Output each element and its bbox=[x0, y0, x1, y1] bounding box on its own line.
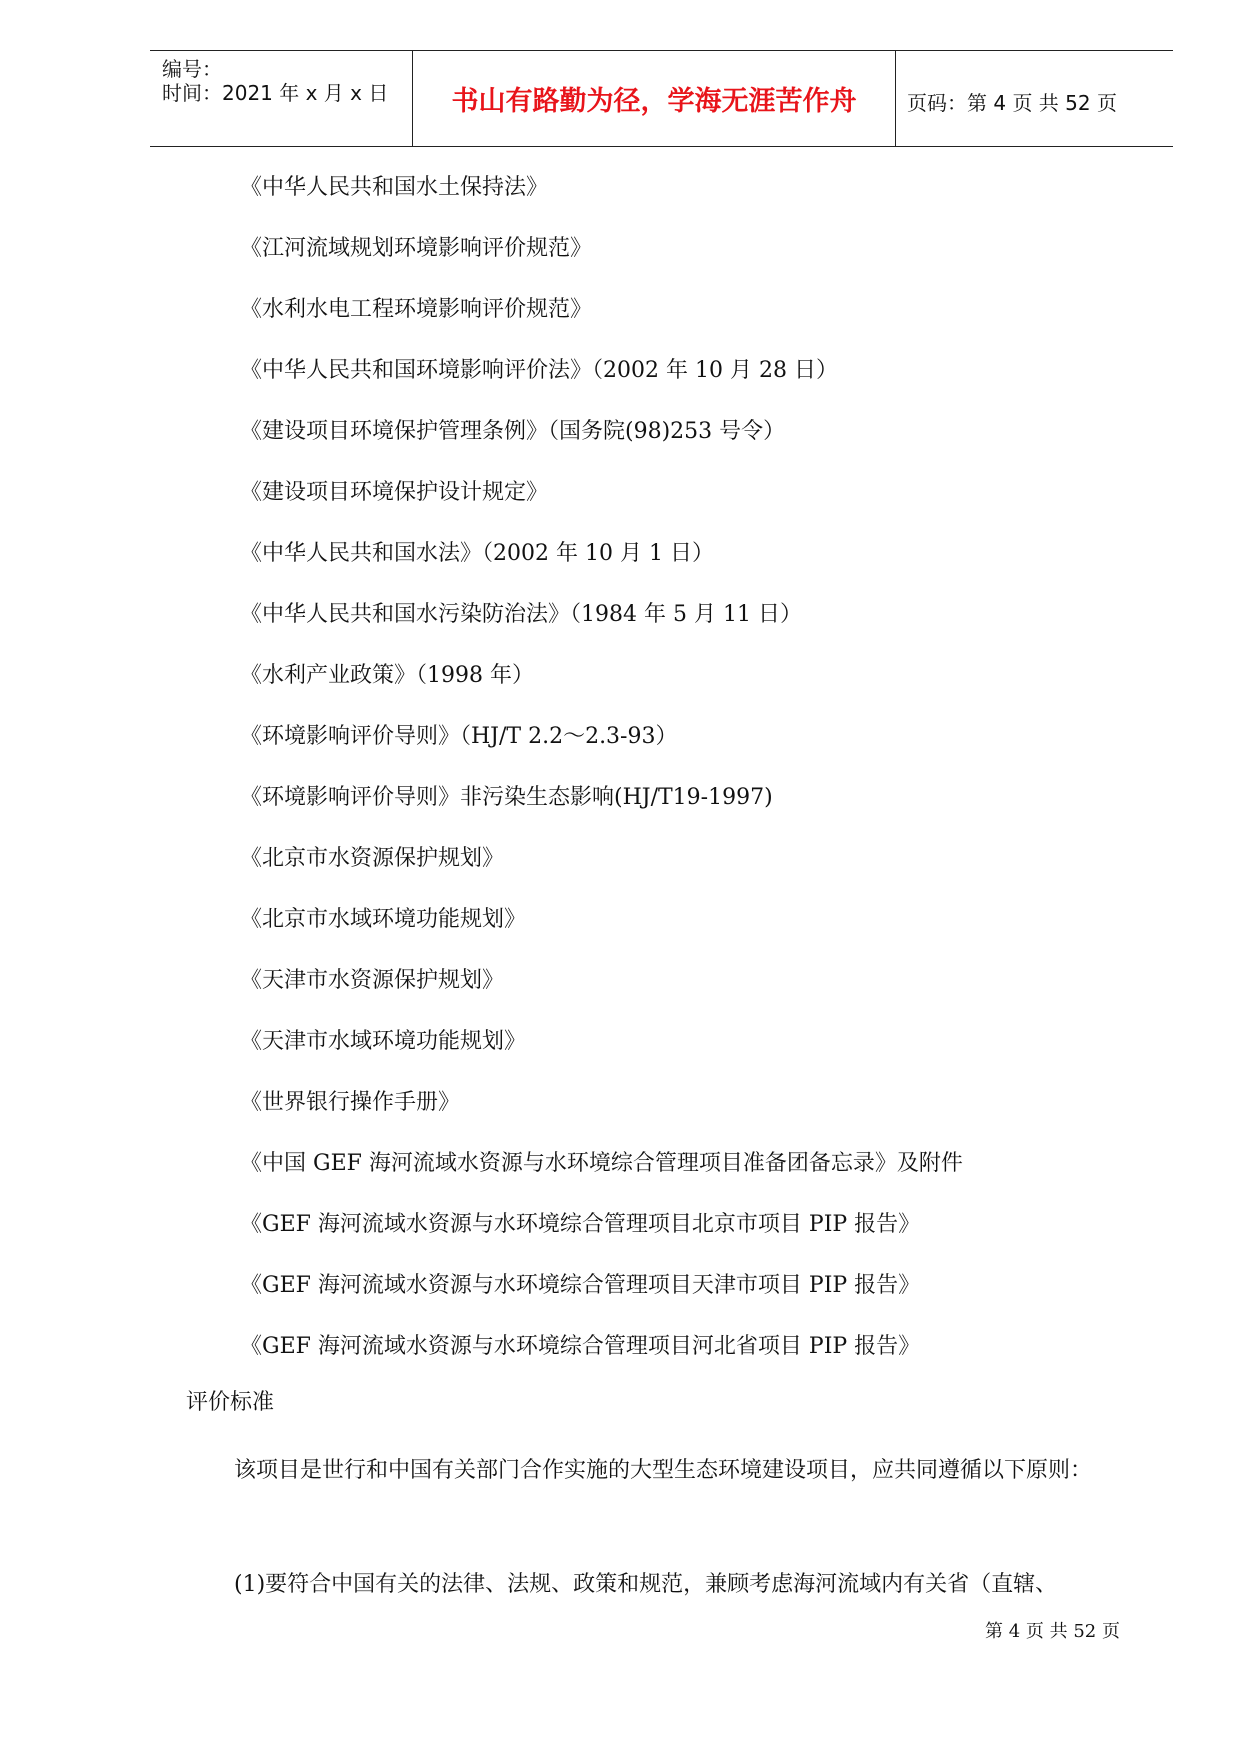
header-page-info: 页码：第 4 页 共 52 页 bbox=[907, 91, 1117, 115]
reference-item: 《GEF 海河流域水资源与水环境综合管理项目河北省项目 PIP 报告》 bbox=[240, 1334, 921, 1359]
reference-item: 《北京市水域环境功能规划》 bbox=[240, 907, 527, 932]
reference-item: 《天津市水资源保护规划》 bbox=[240, 968, 505, 993]
reference-list bbox=[240, 168, 963, 1388]
reference-item: 《水利产业政策》（1998 年） bbox=[240, 663, 534, 688]
section-title: 评价标准 bbox=[186, 1390, 275, 1415]
header-left-cell bbox=[150, 51, 412, 146]
page-footer: 第 4 页 共 52 页 bbox=[985, 1621, 1120, 1642]
body-paragraph: 该项目是世行和中国有关部门合作实施的大型生态环境建设项目，应共同遵循以下原则： bbox=[234, 1458, 1093, 1483]
reference-item: 《水利水电工程环境影响评价规范》 bbox=[240, 297, 593, 322]
page-header bbox=[150, 50, 1173, 147]
reference-item: 《中华人民共和国水法》（2002 年 10 月 1 日） bbox=[240, 541, 714, 566]
reference-item: 《世界银行操作手册》 bbox=[240, 1090, 461, 1115]
reference-item: 《建设项目环境保护设计规定》 bbox=[240, 480, 549, 505]
reference-item: 《北京市水资源保护规划》 bbox=[240, 846, 505, 871]
reference-item: 《中国 GEF 海河流域水资源与水环境综合管理项目准备团备忘录》及附件 bbox=[240, 1151, 963, 1176]
reference-item: 《环境影响评价导则》非污染生态影响(HJ/T19-1997) bbox=[240, 785, 773, 810]
reference-item: 《天津市水域环境功能规划》 bbox=[240, 1029, 527, 1054]
reference-item: 《建设项目环境保护管理条例》（国务院(98)253 号令） bbox=[240, 419, 786, 444]
reference-item: 《GEF 海河流域水资源与水环境综合管理项目北京市项目 PIP 报告》 bbox=[240, 1212, 921, 1237]
reference-item: 《中华人民共和国环境影响评价法》（2002 年 10 月 28 日） bbox=[240, 358, 838, 383]
reference-item: 《中华人民共和国水污染防治法》（1984 年 5 月 11 日） bbox=[240, 602, 802, 627]
reference-item: 《中华人民共和国水土保持法》 bbox=[240, 175, 549, 200]
document-number-label: 编号： bbox=[162, 57, 222, 81]
reference-item: 《江河流域规划环境影响评价规范》 bbox=[240, 236, 593, 261]
reference-item: 《环境影响评价导则》（HJ/T 2.2～2.3-93） bbox=[240, 724, 678, 749]
header-page-cell bbox=[895, 51, 1173, 146]
body-paragraph: (1)要符合中国有关的法律、法规、政策和规范，兼顾考虑海河流域内有关省（直辖、 bbox=[234, 1572, 1058, 1597]
document-date: 时间：2021 年 x 月 x 日 bbox=[162, 81, 389, 105]
reference-item: 《GEF 海河流域水资源与水环境综合管理项目天津市项目 PIP 报告》 bbox=[240, 1273, 921, 1298]
header-motto: 书山有路勤为径，学海无涯苦作舟 bbox=[451, 86, 857, 117]
header-motto-cell bbox=[412, 51, 896, 146]
